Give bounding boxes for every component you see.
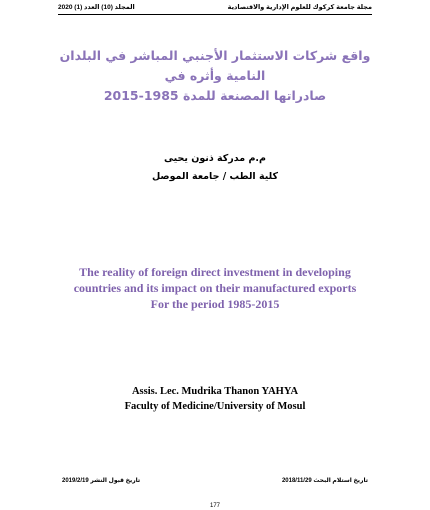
arabic-affiliation: كلية الطب / جامعة الموصل [151, 171, 279, 182]
received-date: تاريخ استلام البحث 2018/11/29 [281, 478, 368, 484]
journal-header [58, 2, 372, 15]
arabic-title-line-2: صادراتها المصنعة للمدة 1985-2015 [103, 88, 327, 103]
journal-issue: المجلد (10) العدد (1) 2020 [58, 4, 135, 11]
english-title [50, 264, 380, 312]
english-author-name: Assis. Lec. Mudrika Thanon YAHYA [131, 386, 299, 397]
submission-dates [62, 477, 368, 487]
arabic-author-name: م.م مدركة ذنون يحيى [164, 153, 266, 164]
accepted-date: تاريخ قبول النشر 2019/2/19 [62, 478, 141, 484]
english-affiliation: Faculty of Medicine/University of Mosul [124, 401, 306, 412]
english-title-line-1: The reality of foreign direct investment in developing [79, 265, 351, 279]
english-title-line-3: For the period 1985-2015 [150, 297, 280, 311]
english-author-block [70, 384, 360, 414]
journal-name: مجلة جامعة كركوك للعلوم الإدارية والاقتصادية [227, 4, 372, 11]
page-number: 177 [209, 503, 220, 509]
arabic-author-block [60, 150, 370, 186]
arabic-title [50, 46, 380, 106]
arabic-title-line-1: واقع شركات الاستثمار الأجنبي المباشر في البلدان النامية وأثره في [59, 48, 371, 83]
english-title-line-2: countries and its impact on their manufactured exports [73, 281, 357, 295]
